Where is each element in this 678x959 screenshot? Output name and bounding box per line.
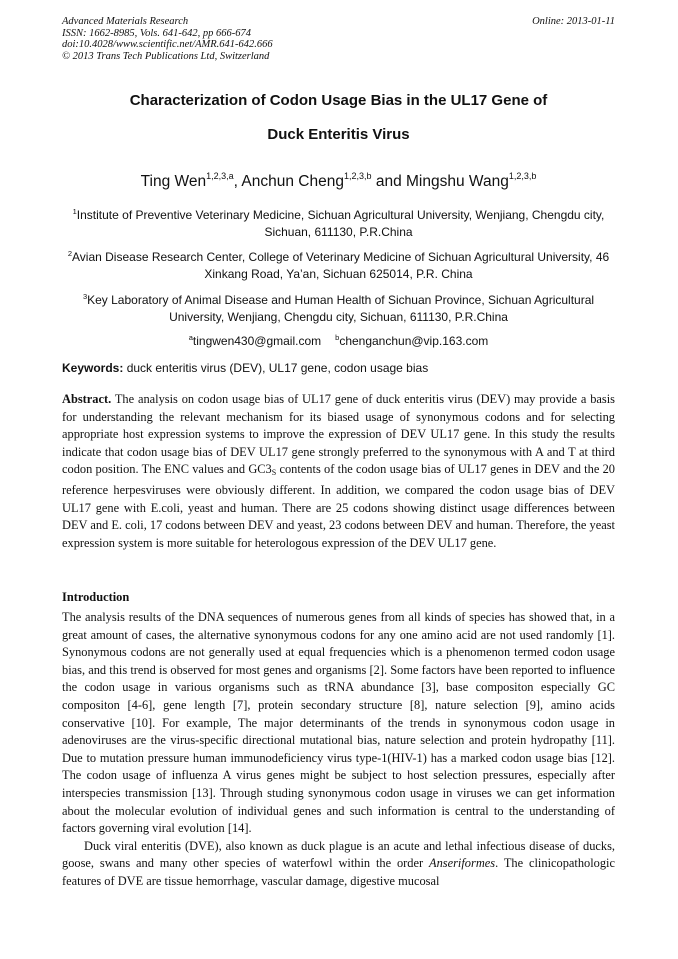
- email-mark: a: [188, 333, 193, 342]
- abstract-text: The analysis on codon usage bias of UL17 gene of duck enteritis virus (DEV) may provide a basis for understanding the relevant mechanism for its biased usage of synonymous codons and for selecting appropriate host expression systems to improve the expression of DEV UL17 gene. In this study the results indicate that codon usage bias of DEV UL17 gene strongly preferred to the synonymous with A and T at third codon position. The ENC values and GC3: [62, 392, 616, 477]
- author-list: Ting Wen$^{1,2,3,a}$, Anchun Cheng$^{1,2,3,b}$ and Mingshu Wang$^{1,2,3,b}$: [140, 171, 537, 190]
- author-emails: [62, 330, 615, 349]
- journal-name: Advanced Materials Research: [62, 16, 189, 27]
- keywords-label: Keywords:: [62, 361, 124, 375]
- keywords-line: [62, 360, 615, 376]
- email-mark: b: [335, 333, 340, 342]
- copyright-line: © 2013 Trans Tech Publications Ltd, Switzerland: [62, 50, 270, 62]
- author-affiliation-mark: 1,2,3,b: [343, 171, 372, 181]
- journal-header: [62, 16, 615, 62]
- abstract-label: Abstract.: [62, 392, 112, 406]
- author-name: Ting Wen: [140, 173, 207, 190]
- abstract-paragraph: [62, 391, 615, 552]
- affiliation-text: Institute of Preventive Veterinary Medicine, Sichuan Agricultural University, Wenjiang, Chengdu city, Sichuan, 611130, P.R.China: [76, 208, 605, 239]
- author-affiliation-mark: 1,2,3,a: [206, 171, 234, 181]
- author-name: Anchun Cheng: [241, 173, 344, 190]
- paragraph-text-continued: . The clinicopathologic features of DVE are tissue hemorrhage, vascular damage, digestive mucosal: [62, 856, 616, 888]
- affiliation-text: Avian Disease Research Center, College of Veterinary Medicine of Sichuan Agricultural University, 46 Xinkang Road, Ya’an, Sichuan 625014, P.R. China: [72, 250, 610, 281]
- author-affiliation-mark: 1,2,3,b: [508, 171, 537, 181]
- affiliation-1: [62, 203, 615, 241]
- email-address: tingwen430@gmail.com: [192, 334, 322, 348]
- keywords-text: duck enteritis virus (DEV), UL17 gene, codon usage bias: [126, 361, 429, 375]
- affiliation-number: 1: [72, 207, 77, 216]
- abstract-text-continued: contents of the codon usage bias of UL17 genes in DEV and the 20 reference herpesviruses were obviously different. In addition, we compared the codon usage bias of DEV UL17 gene with E.coli, yeast and human. There are 25 codons showing distinct usage differences between DEV and E. coli, 17 codons between DEV and yeast, 23 codons between DEV and human. Therefore, the yeast expression system is more suitable for heterologous expression of the DEV UL17 gene.: [62, 462, 615, 550]
- paper-title-line-2: Duck Enteritis Virus: [267, 126, 410, 143]
- paragraph-text: Duck viral enteritis (DVE), also known as duck plague is an acute and lethal infectious disease of ducks, goose, swans and many other species of waterfowl within the order: [62, 838, 615, 871]
- online-date: Online: 2013-01-11: [532, 16, 615, 27]
- affiliation-number: 2: [67, 249, 72, 258]
- abstract-subscript: S: [271, 468, 277, 478]
- affiliation-3: [62, 288, 615, 326]
- paper-title-line-1: Characterization of Codon Usage Bias in the UL17 Gene of: [129, 92, 548, 109]
- author-conjunction: and: [375, 173, 402, 190]
- author-name: Mingshu Wang: [406, 173, 509, 190]
- introduction-heading: Introduction: [62, 590, 130, 604]
- taxon-name: Anseriformes: [429, 856, 496, 871]
- email-address: chenganchun@vip.163.com: [339, 334, 489, 348]
- introduction-paragraph-2: [62, 838, 615, 891]
- introduction-paragraph-1: The analysis results of the DNA sequences of numerous genes from all kinds of species has showed that, in a great amount of cases, the alternative synonymous codons for any one amino acid are not used randomly [1]. Synonymous codons are not generally used at equal frequencies which is a phenomenon termed codon usage bias, and this trend is observed for most genes and organisms [2]. Some factors have been reported to influence the codon usage in various organisms such as tRNA abundance [3], base compositon especially GC compositon [4-6], gene length [7], protein secondary structure [8], nature selection [9], amino acids conservative [10]. For example, The major determinants of the trends in synonymous codon usage in adenoviruses are the virus-specific directional mutational bias, nature selection and protein hydropathy [11]. Due to mutation pressure human immunodeficiency virus type-1(HIV-1) has a marked codon usage bias [12]. The codon usage of influenza A virus genes might be subject to host selection pressures, especially after interspecies transmission [13]. Through studing synonymous codon usage in viruses we can get information about the molecular evolution of individual genes and such information is central to the understanding of factors governing viral evolution [14].: [62, 610, 615, 836]
- affiliation-2: [62, 245, 615, 283]
- doi-line: doi:10.4028/www.scientific.net/AMR.641-642.666: [62, 39, 273, 51]
- introduction-body: [62, 609, 615, 891]
- affiliation-text: Key Laboratory of Animal Disease and Human Health of Sichuan Province, Sichuan Agricultural University, Wenjiang, Chengdu city, Sichuan, 611130, P.R.China: [87, 293, 595, 324]
- affiliation-number: 3: [82, 292, 88, 301]
- issn-line: ISSN: 1662-8985, Vols. 641-642, pp 666-674: [62, 27, 251, 39]
